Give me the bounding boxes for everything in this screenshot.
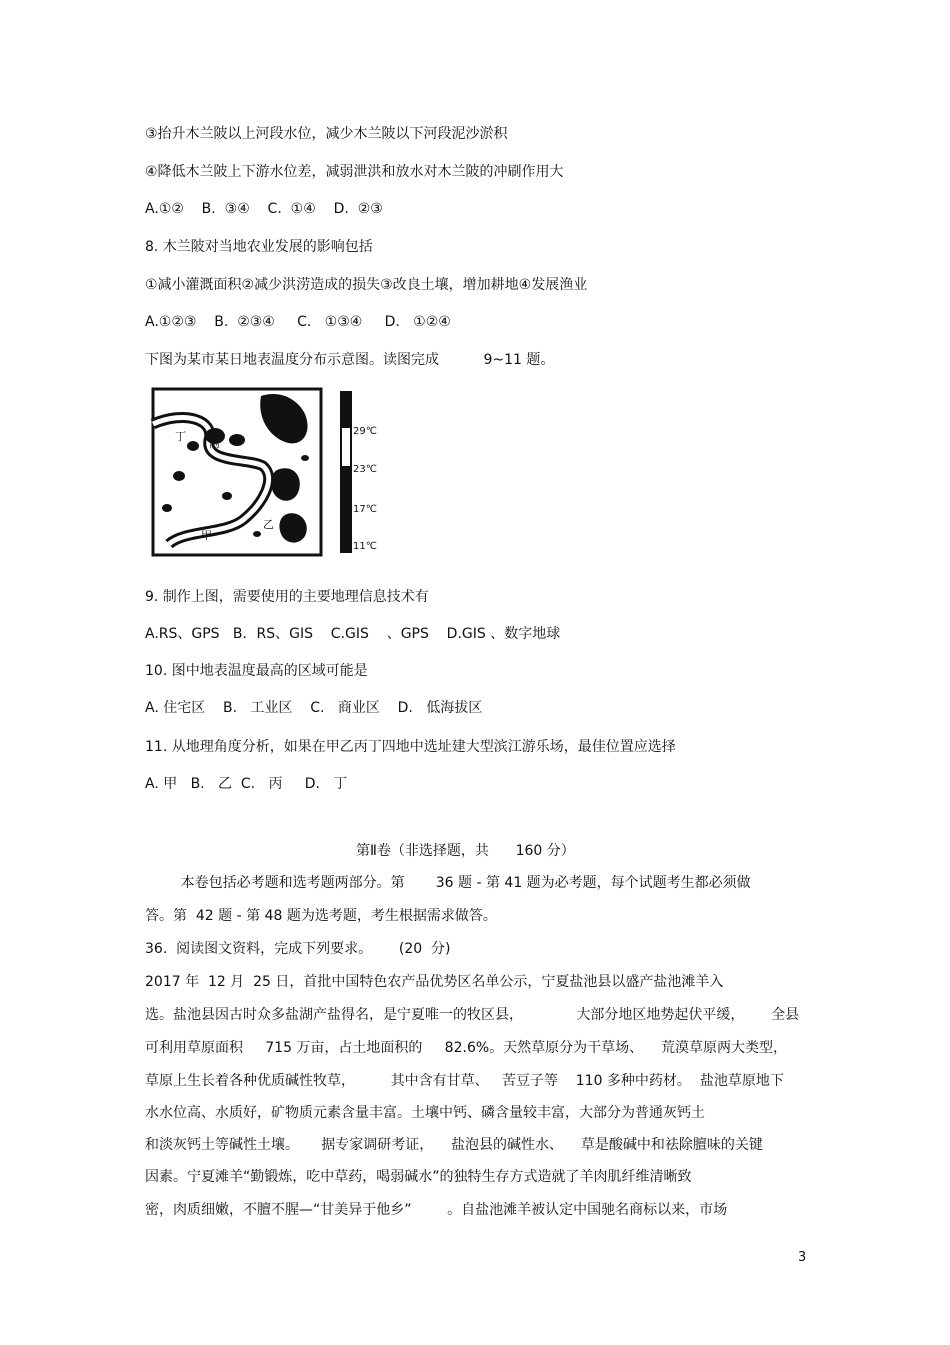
place-yi: 乙: [263, 518, 274, 531]
passage-line-7: 因素。宁夏滩羊“勤锻炼，吃中草药，喝弱碱水”的独特生存方式造就了羊肉肌纤维清晰致: [145, 1169, 692, 1185]
temperature-map-figure: [145, 384, 385, 560]
legend-label-29: 29℃: [353, 426, 377, 437]
answer-choices-q9: A.RS、GPS B．RS、GIS C.GIS 、GPS D.GIS 、数字地球: [145, 626, 561, 642]
legend-label-23: 23℃: [353, 464, 377, 475]
passage-line-6: 和淡灰钙土等碱性土壤。 据专家调研考证， 盐泡县的碱性水、 草是酸碱中和祛除膻味的关键: [145, 1137, 763, 1153]
place-jia: 甲: [201, 529, 212, 542]
question-36: 36. 阅读图文资料，完成下列要求。 (20 分): [145, 941, 451, 957]
passage-line-8: 密，肉质细嫩，不膻不腥—“甘美异于他乡” 。自盐池滩羊被认定中国驰名商标以来，市场: [145, 1202, 728, 1218]
section-intro-line-2: 答。第 42 题 - 第 48 题为选考题，考生根据需求做答。: [145, 908, 497, 924]
answer-choices-q8: A.①②③ B. ②③④ C. ①③④ D. ①②④: [145, 314, 451, 330]
passage-line-3: 可利用草原面积 715 万亩，占土地面积的 82.6%。天然草原分为干草场、 荒漠草原两大类型，: [145, 1040, 787, 1056]
section-intro-line-1: 本卷包括必考题和选考题两部分。第 36 题 - 第 41 题为必考题，每个试题考生都必须做: [145, 875, 751, 891]
question-11: 11. 从地理角度分析，如果在甲乙丙丁四地中选址建大型滨江游乐场，最佳位置应选择: [145, 739, 676, 755]
option-4: ④降低木兰陂上下游水位差，减弱泄洪和放水对木兰陂的冲刷作用大: [145, 164, 564, 180]
passage-line-4: 草原上生长着各种优质碱性牧草， 其中含有甘草、 苦豆子等 110 多种中药材。 盐池草原地下: [145, 1073, 784, 1089]
option-3: ③抬升木兰陂以上河段水位，减少木兰陂以下河段泥沙淤积: [145, 126, 508, 142]
question-10: 10. 图中地表温度最高的区域可能是: [145, 663, 368, 679]
passage-line-1: 2017 年 12 月 25 日，首批中国特色农产品优势区名单公示，宁夏盐池县以盛产盐池滩羊入: [145, 974, 724, 990]
place-bing: 丙: [209, 437, 220, 450]
place-ding: 丁: [175, 430, 186, 443]
page-number: 3: [798, 1250, 807, 1265]
legend-label-11: 11℃: [353, 541, 377, 552]
question-8-options: ①减小灌溉面积②减少洪涝造成的损失③改良土壤，增加耕地④发展渔业: [145, 277, 588, 293]
figure-intro: 下图为某市某日地表温度分布示意图。读图完成 9~11 题。: [145, 352, 555, 368]
legend-label-17: 17℃: [353, 504, 377, 515]
answer-choices-q10: A. 住宅区 B. 工业区 C. 商业区 D. 低海拔区: [145, 700, 483, 716]
section-title: 第Ⅱ卷（非选择题，共 160 分）: [356, 843, 575, 859]
passage-line-5: 水水位高、水质好，矿物质元素含量丰富。土壤中钙、磷含量较丰富，大部分为普通灰钙土: [145, 1105, 705, 1121]
passage-line-2: 选。盐池县因古时众多盐湖产盐得名，是宁夏唯一的牧区县， 大部分地区地势起伏平缓， 全县: [145, 1007, 800, 1023]
answer-choices-q11: A. 甲 B. 乙 C. 丙 D. 丁: [145, 776, 348, 792]
question-8: 8. 木兰陂对当地农业发展的影响包括: [145, 239, 373, 255]
answer-choices-q7: A.①② B. ③④ C. ①④ D. ②③: [145, 201, 383, 217]
question-9: 9. 制作上图，需要使用的主要地理信息技术有: [145, 589, 429, 605]
